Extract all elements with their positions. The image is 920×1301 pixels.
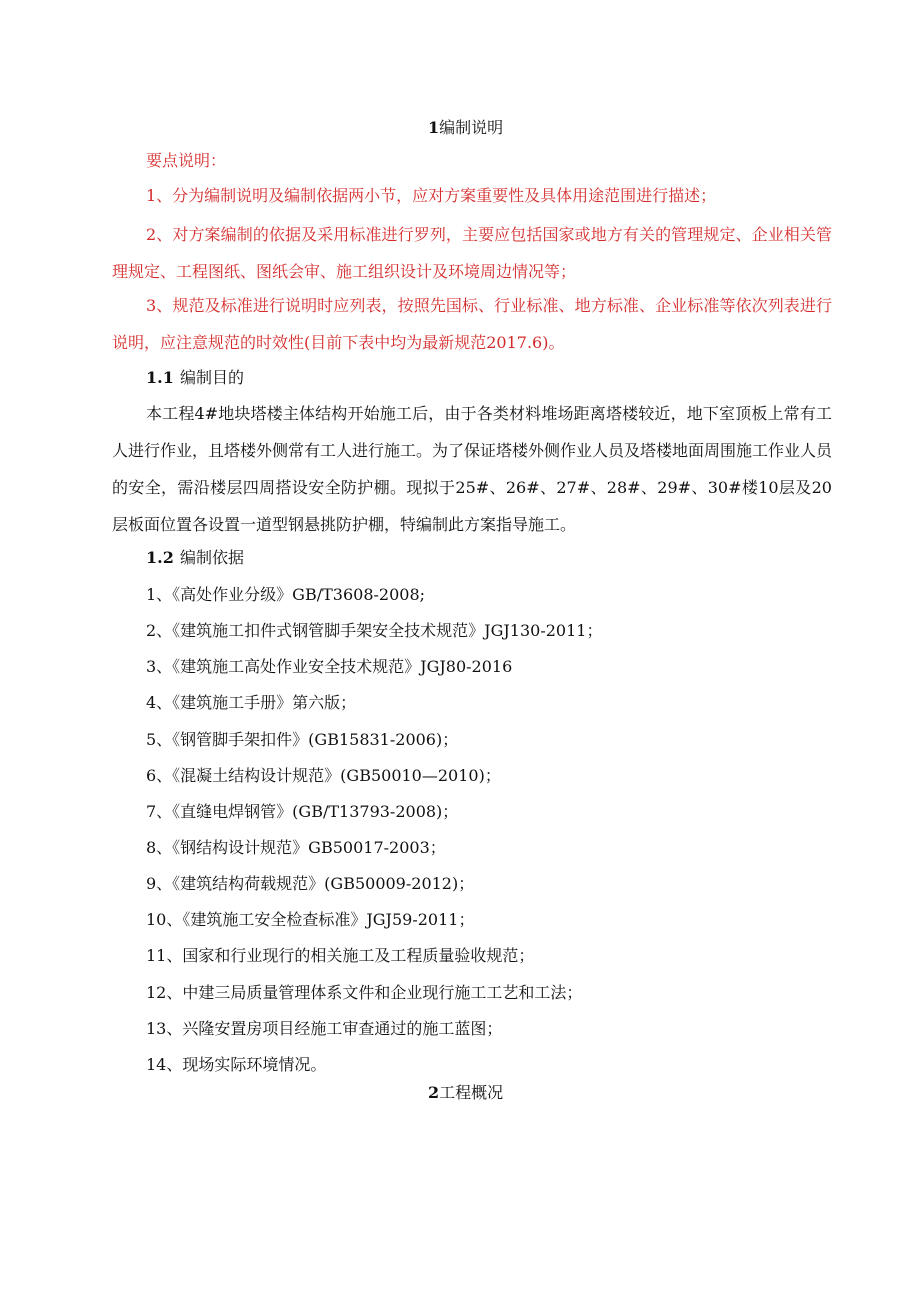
note-item-1: 1、分为编制说明及编制依据两小节，应对方案重要性及具体用途范围进行描述； (146, 186, 717, 205)
basis-item: 11、国家和行业现行的相关施工及工程质量验收规范； (146, 946, 535, 965)
basis-item: 3、《建筑施工高处作业安全技术规范》JGJ80-2016 (146, 657, 513, 676)
subsection-1-1-number: 1.1 (146, 368, 174, 387)
basis-item: 1、《高处作业分级》GB/T3608-2008; (146, 585, 426, 604)
section-1-number: 1 (428, 118, 440, 137)
purpose-paragraph: 本工程4#地块塔楼主体结构开始施工后，由于各类材料堆场距离塔楼较近，地下室顶板上常有工人进行作业，且塔楼外侧常有工人进行施工。为了保证塔楼外侧作业人员及塔楼地面周围施工作业人员的安全，需沿楼层四周搭设安全防护棚。现拟于25#、26#、27#、28#、29#、30#楼10层及20层板面位置各设置一道型钢悬挑防护棚，特编制此方案指导施工。 (112, 404, 833, 534)
subsection-1-2-title: 编制依据 (180, 548, 245, 567)
section-2-heading (428, 1083, 503, 1103)
section-1-title: 编制说明 (439, 118, 504, 137)
basis-item: 10、《建筑施工安全检查标准》JGJ59-2011； (146, 910, 475, 929)
basis-item: 2、《建筑施工扣件式钢管脚手架安全技术规范》JGJ130-2011； (146, 621, 603, 640)
section-1-heading (428, 118, 503, 138)
subsection-1-1-title: 编制目的 (180, 368, 245, 387)
note-item-2: 2、对方案编制的依据及采用标准进行罗列，主要应包括国家或地方有关的管理规定、企业相关管理规定、工程图纸、图纸会审、施工组织设计及环境周边情况等； (112, 225, 832, 281)
basis-item: 7、《直缝电焊钢管》(GB/T13793-2008)； (146, 802, 459, 821)
subsection-1-1-heading (146, 368, 244, 388)
basis-item: 14、现场实际环境情况。 (146, 1055, 327, 1074)
basis-item: 4、《建筑施工手册》第六版； (146, 693, 357, 712)
basis-item: 13、兴隆安置房项目经施工审查通过的施工蓝图； (146, 1019, 503, 1038)
subsection-1-2-number: 1.2 (146, 548, 174, 567)
section-2-title: 工程概况 (439, 1083, 504, 1102)
basis-item: 8、《钢结构设计规范》GB50017-2003； (146, 838, 446, 857)
basis-item: 9、《建筑结构荷载规范》(GB50009-2012)； (146, 874, 475, 893)
basis-item: 5、《钢管脚手架扣件》(GB15831-2006)； (146, 730, 459, 749)
note-item-3: 3、规范及标准进行说明时应列表，按照先国标、行业标准、地方标准、企业标准等依次列表进行说明，应注意规范的时效性(目前下表中均为最新规范2017.6)。 (112, 296, 832, 352)
basis-item: 6、《混凝土结构设计规范》(GB50010—2010)； (146, 766, 501, 785)
subsection-1-2-heading (146, 548, 244, 568)
section-2-number: 2 (428, 1083, 440, 1102)
basis-item: 12、中建三局质量管理体系文件和企业现行施工工艺和工法； (146, 983, 583, 1002)
notes-label: 要点说明： (146, 151, 227, 170)
